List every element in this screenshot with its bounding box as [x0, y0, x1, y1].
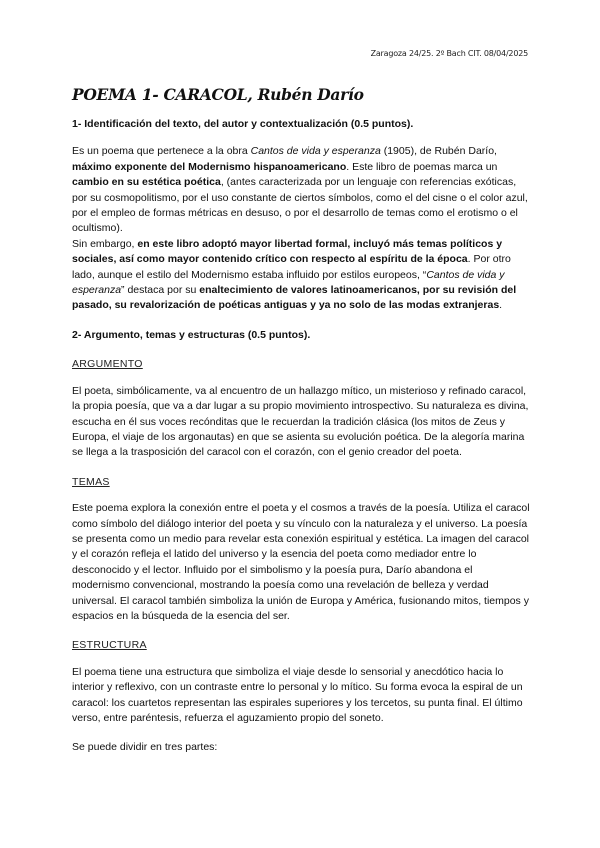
bold-text: en este libro adoptó mayor libertad formal, incluyó más temas políticos y sociales, así como mayor contenido crítico con respecto al espíritu de la época: [72, 237, 503, 266]
work-title: Cantos de vida y esperanza: [250, 145, 381, 158]
estructura-heading: ESTRUCTURA: [72, 639, 147, 652]
text-run: Sin embargo,: [72, 237, 138, 250]
header-note: Zaragoza 24/25. 2º Bach CIT. 08/04/2025: [370, 49, 528, 58]
temas-paragraph: Este poema explora la conexión entre el poeta y el cosmos a través de la poesía. Utiliza el caracol como símbolo del diálogo interior del poeta y su vínculo con la naturaleza y el universo. La poesía se presenta como un medio para revelar esta conexión espiritual y estética. La imagen del caracol y el corazón refleja el latido del universo y la esencia del poeta como mediador entre lo desconocido y el lector. Influido por el simbolismo y la poesía pura, Darío abandona el modernismo convencional, mostrando la poesía como una revelación de belleza y verdad universal. El caracol también simboliza la unión de Europa y América, fusionando mitos, tiempos y espacios en la búsqueda de la esencia del ser.: [72, 502, 530, 622]
estructura-parts-intro: Se puede dividir en tres partes:: [72, 741, 218, 754]
spacer: [72, 726, 530, 740]
bold-text: cambio en su estética poética: [72, 176, 221, 189]
section-1-heading: 1- Identificación del texto, del autor y contextualización (0.5 puntos).: [72, 118, 414, 130]
work-title: Cantos de vida y esperanza: [72, 268, 505, 297]
section-1-paragraph-1: [72, 144, 530, 236]
temas-heading: TEMAS: [72, 475, 110, 488]
section-1-paragraph-2: [72, 237, 530, 314]
spacer: [72, 490, 530, 501]
bold-text: enaltecimiento de valores latinoamericanos, por su revisión del pasado, su revalorización de poéticas antiguas y ya no solo de las modas extranjeras: [72, 284, 517, 312]
poem-title: POEMA 1- CARACOL, Rubén Darío: [72, 85, 364, 104]
text-run: .: [499, 299, 503, 312]
text-run: . Por otro lado, aunque el estilo del Modernismo estaba influido por estilos europeos, “: [72, 253, 511, 281]
bold-text: máximo exponente del Modernismo hispanoamericano: [72, 160, 347, 173]
text-run: . Este libro de poemas marca un: [346, 160, 498, 173]
spacer: [72, 624, 530, 638]
spacer: [72, 373, 530, 384]
text-run: Es un poema que pertenece a la obra: [72, 145, 251, 158]
spacer: [72, 654, 530, 665]
spacer: [72, 343, 530, 357]
text-run: (1905), de Rubén Darío,: [380, 145, 497, 158]
estructura-paragraph: El poema tiene una estructura que simboliza el viaje desde lo sensorial y anecdótico hacia lo interior y reflexivo, con un contraste entre lo personal y lo mítico. Su forma evoca la espiral de un caracol: los cuartetos representan las espirales superiores y los tercetos, su punta final. El último verso, entre paréntesis, refuerza el aguzamiento propio del soneto.: [72, 665, 523, 724]
text-run: ” destaca por su: [121, 284, 200, 297]
text-run: , (antes caracterizada por un lenguaje con referencias exóticas, por su cosmopolitismo, por el uso constante de ciertos símbolos, como el del cisne o el color azul, por el empleo de formas métricas en desuso, o por el desarrollo de temas como el erotismo o el ocultismo).: [72, 176, 528, 235]
spacer: [72, 461, 530, 475]
argumento-paragraph: El poeta, simbólicamente, va al encuentro de un hallazgo mítico, un misterioso y refinado caracol, la propia poesía, que va a dar lugar a su propio movimiento introspectivo. Su naturaleza es divina, escucha en él sus voces recónditas que le recuerdan la tradición clásica (los mitos de Zeus y Europa, el viaje de los argonautas) en que se asienta su evolución poética. De la alegoría marina se llega a la trasposición del caracol con el corazón, con el genio creador del poeta.: [72, 384, 529, 459]
document-body: [72, 117, 530, 756]
spacer: [72, 314, 530, 328]
section-2-heading: 2- Argumento, temas y estructuras (0.5 puntos).: [72, 328, 311, 341]
argumento-heading: ARGUMENTO: [72, 358, 143, 371]
